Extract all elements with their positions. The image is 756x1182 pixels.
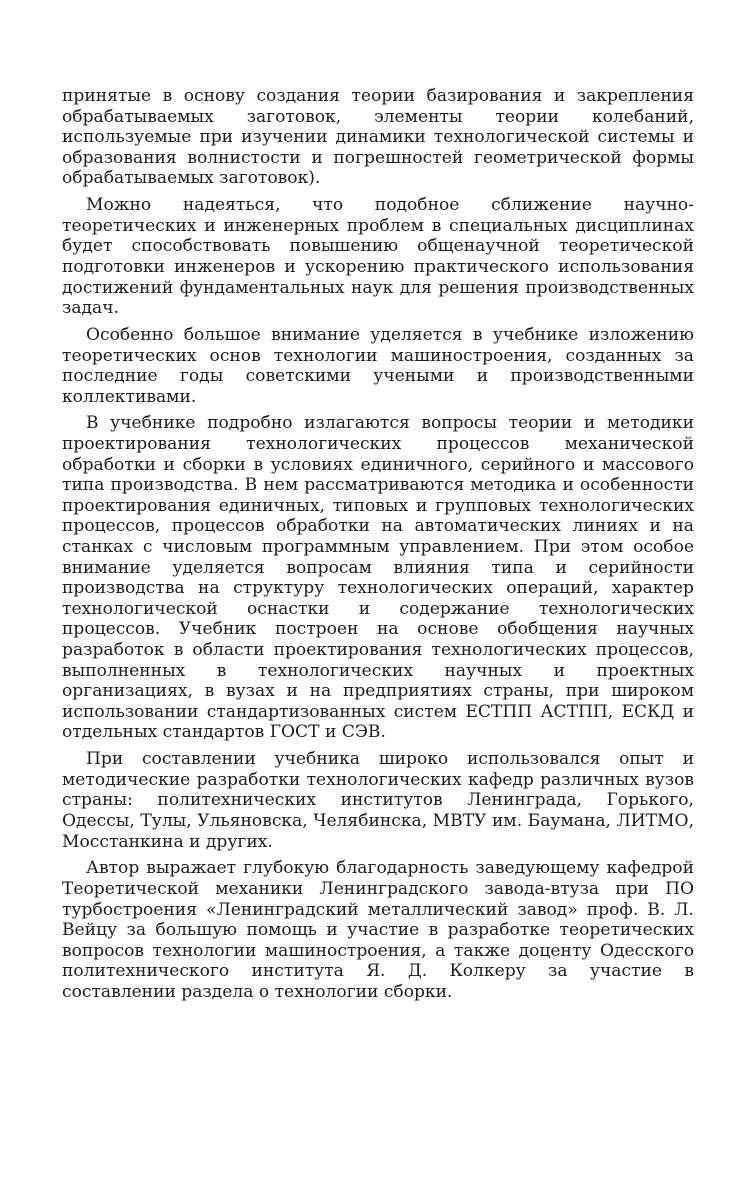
paragraph-attention: Особенно большое внимание уделяется в учебнике изложению теоретических основ технологии машиностроения, созданных за последние годы советскими учеными и производственными коллективами. (62, 324, 694, 407)
paragraph-acknowledgements: Автор выражает глубокую благодарность заведующему кафедрой Теоретической механики Ленинградского завода-втуза при ПО турбостроения «Ленинградский металлический завод» проф. В. Л. Вейцу за большую помощь и участие в разработке теоретических вопросов технологии машиностроения, а также доценту Одесского политехнического института Я. Д. Колкеру за участие в составлении раздела о технологии сборки. (62, 858, 694, 1002)
paragraph-continuation: принятые в основу создания теории базирования и закрепления обрабатываемых заготовок, элементы теории колебаний, используемые при изучении динамики технологической системы и образования волнистости и погрешностей геометрической формы обрабатываемых заготовок). (62, 86, 694, 189)
page-text (62, 86, 694, 1009)
paragraph-convergence: Можно надеяться, что подобное сближение научно-теоретических и инженерных проблем в специальных дисциплинах будет способствовать повышению общенаучной теоретической подготовки инженеров и ускорению практического использования достижений фундаментальных наук для решения производственных задач. (62, 195, 694, 319)
paragraph-experience: При составлении учебника широко использовался опыт и методические разработки технологических кафедр различных вузов страны: политехнических институтов Ленинграда, Горького, Одессы, Тулы, Ульяновска, Челябинска, МВТУ им. Баумана, ЛИТМО, Мосстанкина и других. (62, 749, 694, 852)
paragraph-design-methods: В учебнике подробно излагаются вопросы теории и методики проектирования технологических процессов механической обработки и сборки в условиях единичного, серийного и массового типа производства. В нем рассматриваются методика и особенности проектирования единичных, типовых и групповых технологических процессов, процессов обработки на автоматических линиях и на станках с числовым программным управлением. При этом особое внимание уделяется вопросам влияния типа и серийности производства на структуру технологических операций, характер технологической оснастки и содержание технологических процессов. Учебник построен на основе обобщения научных разработок в области проектирования технологических процессов, выполненных в технологических научных и проектных организациях, в вузах и на предприятиях страны, при широком использовании стандартизованных систем ЕСТПП АСТПП, ЕСКД и отдельных стандартов ГОСТ и СЭВ. (62, 413, 694, 743)
